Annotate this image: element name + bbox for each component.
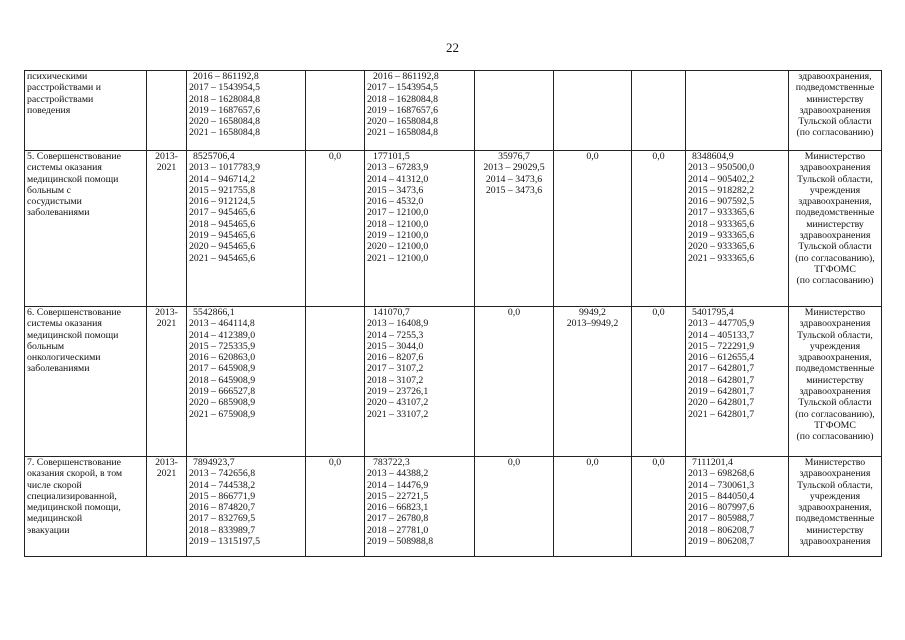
- cell-period: [147, 457, 187, 557]
- executor-line: здравоохранения: [799, 162, 871, 174]
- executor-line: Министерство: [804, 307, 866, 318]
- cell-col-a1: [306, 307, 365, 457]
- period-line: 2021: [156, 162, 177, 174]
- col-ab-line: 2014 – 7255,3: [367, 329, 424, 341]
- cell-col-c2: [554, 71, 632, 151]
- executor-line: учреждения: [809, 184, 861, 196]
- total-line: 2014 – 744538,2: [189, 479, 256, 491]
- executor-line: (по согласованию),: [795, 252, 875, 264]
- col-ab-line: 2016 – 66823,1: [367, 502, 429, 514]
- col-c1-line: 2016 – 907592,5: [688, 196, 755, 208]
- col-ab-line: 2014 – 41312,0: [367, 173, 429, 185]
- cell-col-b1: [475, 71, 554, 151]
- name-line: 6. Совершенствование: [27, 307, 121, 318]
- cell-executor: [789, 151, 882, 307]
- col-ab-line: 2021 – 12100,0: [367, 252, 429, 264]
- col-c1-line: 2014 – 405133,7: [688, 329, 755, 341]
- col-c1-line: 5401795,4: [692, 307, 734, 318]
- total-line: 2018 – 833989,7: [189, 524, 256, 536]
- col-b1-line: 0,0: [507, 457, 521, 468]
- executor-line: здравоохранения: [799, 318, 871, 330]
- col-ab-line: 2019 – 12100,0: [367, 230, 429, 242]
- executor-line: учреждения: [809, 490, 861, 502]
- cell-col-c1: [686, 307, 789, 457]
- cell-col-c3: [632, 457, 686, 557]
- cell-total: [187, 457, 306, 557]
- name-line: расстройствами и: [27, 82, 101, 94]
- name-line: 7. Совершенствование: [27, 457, 121, 468]
- name-line: больным: [27, 340, 65, 352]
- cell-col-b1: [475, 151, 554, 307]
- executor-line: здравоохранения,: [798, 502, 872, 514]
- col-ab-line: 2018 – 3107,2: [367, 374, 424, 386]
- executor-line: подведомственные: [795, 513, 875, 525]
- cell-col-c3: [632, 151, 686, 307]
- cell-executor: [789, 307, 882, 457]
- total-line: 2018 – 945465,6: [189, 218, 256, 230]
- col-ab-line: 2013 – 67283,9: [367, 162, 429, 174]
- name-line: расстройствами: [27, 93, 94, 105]
- executor-line: Тульской области: [798, 241, 872, 253]
- executor-line: Тульской области,: [797, 329, 873, 341]
- table-row: [25, 457, 882, 557]
- total-line: 2020 – 685908,9: [189, 397, 256, 409]
- col-c1-line: 2015 – 722291,9: [688, 340, 755, 352]
- col-c1-line: 2013 – 950500,0: [688, 162, 755, 174]
- col-c1-line: 2017 – 933365,6: [688, 207, 755, 219]
- cell-col-b1: [475, 307, 554, 457]
- col-b1-line: 2013 – 29029,5: [483, 162, 545, 174]
- executor-line: подведомственные: [795, 207, 875, 219]
- cell-total: [187, 307, 306, 457]
- col-c1-line: 2015 – 844050,4: [688, 490, 755, 502]
- executor-line: Тульской области,: [797, 173, 873, 185]
- name-line: психическими: [27, 71, 88, 82]
- total-line: 2014 – 946714,2: [189, 173, 256, 185]
- col-c1-line: 2020 – 642801,7: [688, 397, 755, 409]
- cell-col-a1: [306, 151, 365, 307]
- col-c1-line: 2020 – 933365,6: [688, 241, 755, 253]
- col-c1-line: 2017 – 805988,7: [688, 513, 755, 525]
- col-c3-line: 0,0: [652, 307, 665, 318]
- col-ab-line: 2015 – 3044,0: [367, 340, 424, 352]
- executor-line: министерству: [806, 218, 864, 230]
- executor-line: Тульской области: [798, 116, 872, 128]
- name-line: эвакуации: [27, 524, 70, 536]
- col-ab-line: 2020 – 1658084,8: [367, 116, 439, 128]
- executor-line: министерству: [806, 374, 864, 386]
- col-c1-line: 2019 – 933365,6: [688, 230, 755, 242]
- executor-line: здравоохранения: [799, 104, 871, 116]
- name-line: поведения: [27, 104, 71, 116]
- name-line: медицинской: [27, 513, 83, 525]
- col-ab-line: 2018 – 1628084,8: [367, 93, 439, 105]
- cell-total: [187, 71, 306, 151]
- col-ab-line: 2021 – 33107,2: [367, 408, 429, 420]
- cell-period: [147, 151, 187, 307]
- col-ab-line: 141070,7: [373, 307, 410, 318]
- col-ab-line: 2019 – 23726,1: [367, 386, 429, 398]
- total-line: 2019 – 1315197,5: [189, 536, 261, 548]
- cell-col-c3: [632, 307, 686, 457]
- executor-line: (по согласованию): [796, 431, 874, 443]
- executor-line: здравоохранения,: [798, 196, 872, 208]
- executor-line: подведомственные: [795, 82, 875, 94]
- total-line: 2013 – 464114,8: [189, 318, 255, 330]
- col-c1-line: 2019 – 806208,7: [688, 536, 755, 548]
- executor-line: ТГФОМС: [814, 263, 856, 275]
- period-line: 2021: [156, 468, 177, 480]
- col-ab-line: 2017 – 3107,2: [367, 363, 424, 375]
- total-line: 2017 – 832769,5: [189, 513, 256, 525]
- period-line: 2021: [156, 318, 177, 330]
- cell-col-ab: [365, 457, 475, 557]
- name-line: онкологическими: [27, 352, 101, 364]
- total-line: 2017 – 945465,6: [189, 207, 256, 219]
- col-c1-line: 2021 – 642801,7: [688, 408, 755, 420]
- total-line: 5542866,1: [193, 307, 235, 318]
- table-row: [25, 151, 882, 307]
- name-line: медицинской помощи: [27, 173, 119, 185]
- total-line: 2019 – 666527,8: [189, 386, 256, 398]
- col-b1-line: 2014 – 3473,6: [485, 173, 543, 185]
- col-ab-line: 2016 – 8207,6: [367, 352, 424, 364]
- col-c1-line: 7111201,4: [692, 457, 733, 468]
- cell-executor: [789, 71, 882, 151]
- col-a1-line: 0,0: [328, 457, 342, 468]
- page-number: 22: [446, 40, 459, 55]
- table-row: [25, 307, 882, 457]
- col-c1-line: 2018 – 642801,7: [688, 374, 755, 386]
- col-ab-line: 2020 – 12100,0: [367, 241, 429, 253]
- col-c1-line: 2018 – 933365,6: [688, 218, 755, 230]
- total-line: 2020 – 945465,6: [189, 241, 256, 253]
- col-c3-line: 0,0: [652, 151, 665, 162]
- name-line: сосудистыми: [27, 196, 82, 208]
- cell-name: [25, 307, 147, 457]
- col-ab-line: 2017 – 12100,0: [367, 207, 429, 219]
- cell-col-c2: [554, 151, 632, 307]
- cell-col-c2: [554, 307, 632, 457]
- col-c1-line: 2018 – 806208,7: [688, 524, 755, 536]
- executor-line: Тульской области: [798, 397, 872, 409]
- executor-line: (по согласованию): [796, 275, 874, 287]
- table-body: [25, 71, 882, 557]
- period-line: 2013-: [155, 151, 178, 162]
- col-ab-line: 2013 – 44388,2: [367, 468, 429, 480]
- total-line: 2021 – 675908,9: [189, 408, 256, 420]
- cell-period: [147, 71, 187, 151]
- total-line: 2017 – 645908,9: [189, 363, 256, 375]
- cell-col-c2: [554, 457, 632, 557]
- total-line: 2018 – 1628084,8: [189, 93, 261, 105]
- name-line: специализированной,: [27, 490, 117, 502]
- name-line: медицинской помощи: [27, 329, 119, 341]
- col-c1-line: 2019 – 642801,7: [688, 386, 755, 398]
- name-line: системы оказания: [27, 318, 102, 330]
- executor-line: здравоохранения: [799, 536, 871, 548]
- executor-line: здравоохранения,: [798, 352, 872, 364]
- cell-col-ab: [365, 307, 475, 457]
- col-ab-line: 2019 – 508988,8: [367, 536, 434, 548]
- total-line: 2019 – 1687657,6: [189, 104, 261, 116]
- cell-col-a1: [306, 71, 365, 151]
- col-ab-line: 2018 – 12100,0: [367, 218, 429, 230]
- cell-total: [187, 151, 306, 307]
- table-row: [25, 71, 882, 151]
- col-c1-line: 2017 – 642801,7: [688, 363, 755, 375]
- cell-period: [147, 307, 187, 457]
- executor-line: (по согласованию): [796, 127, 874, 139]
- col-ab-line: 2013 – 16408,9: [367, 318, 429, 330]
- col-b1-line: 35976,7: [498, 151, 530, 162]
- name-line: числе скорой: [27, 479, 82, 491]
- name-line: 5. Совершенствование: [27, 151, 121, 162]
- total-line: 2019 – 945465,6: [189, 230, 256, 242]
- total-line: 2013 – 1017783,9: [189, 162, 261, 174]
- col-ab-line: 2017 – 1543954,5: [367, 82, 439, 94]
- period-line: 2013-: [155, 307, 178, 318]
- executor-line: Тульской области,: [797, 479, 873, 491]
- cell-col-c1: [686, 457, 789, 557]
- executor-line: Министерство: [804, 457, 866, 468]
- total-line: 2016 – 874820,7: [189, 502, 256, 514]
- total-line: 2015 – 866771,9: [189, 490, 256, 502]
- total-line: 2018 – 645908,9: [189, 374, 256, 386]
- col-ab-line: 783722,3: [373, 457, 410, 468]
- funding-table: [24, 70, 882, 557]
- col-ab-line: 2017 – 26780,8: [367, 513, 429, 525]
- total-line: 2013 – 742656,8: [189, 468, 256, 480]
- total-line: 2014 – 412389,0: [189, 329, 256, 341]
- col-c1-line: 2014 – 905402,2: [688, 173, 755, 185]
- executor-line: здравоохранения,: [798, 71, 872, 82]
- cell-name: [25, 71, 147, 151]
- cell-name: [25, 151, 147, 307]
- cell-col-c1: [686, 151, 789, 307]
- col-b1-line: 0,0: [507, 307, 521, 318]
- cell-col-b1: [475, 457, 554, 557]
- total-line: 2015 – 921755,8: [189, 184, 256, 196]
- total-line: 2016 – 912124,5: [189, 196, 256, 208]
- col-ab-line: 2018 – 27781,0: [367, 524, 429, 536]
- executor-line: учреждения: [809, 340, 861, 352]
- executor-line: министерству: [806, 93, 864, 105]
- name-line: системы оказания: [27, 162, 102, 174]
- col-ab-line: 2021 – 1658084,8: [367, 127, 439, 139]
- col-c1-line: 2013 – 698268,6: [688, 468, 755, 480]
- cell-col-ab: [365, 71, 475, 151]
- name-line: заболеваниями: [27, 207, 90, 219]
- col-c2-line: 0,0: [586, 457, 599, 468]
- col-a1-line: 0,0: [328, 151, 342, 162]
- total-line: 2016 – 861192,8: [193, 71, 259, 82]
- total-line: 2017 – 1543954,5: [189, 82, 261, 94]
- name-line: медицинской помощи,: [27, 502, 121, 514]
- col-c2-line: 2013–9949,2: [566, 318, 619, 330]
- executor-line: подведомственные: [795, 363, 875, 375]
- total-line: 2021 – 945465,6: [189, 252, 256, 264]
- col-c1-line: 2021 – 933365,6: [688, 252, 755, 264]
- total-line: 2015 – 725335,9: [189, 340, 256, 352]
- total-line: 2016 – 620863,0: [189, 352, 256, 364]
- col-b1-line: 2015 – 3473,6: [485, 184, 543, 196]
- name-line: оказания скорой, в том: [27, 468, 123, 480]
- col-ab-line: 177101,5: [373, 151, 410, 162]
- total-line: 2020 – 1658084,8: [189, 116, 261, 128]
- total-line: 2021 – 1658084,8: [189, 127, 261, 139]
- col-ab-line: 2020 – 43107,2: [367, 397, 429, 409]
- col-c1-line: 2015 – 918282,2: [688, 184, 755, 196]
- executor-line: здравоохранения: [799, 230, 871, 242]
- total-line: 8525706,4: [193, 151, 235, 162]
- col-c1-line: 8348604,9: [692, 151, 734, 162]
- col-ab-line: 2016 – 861192,8: [373, 71, 439, 82]
- period-line: 2013-: [155, 457, 178, 468]
- cell-executor: [789, 457, 882, 557]
- col-ab-line: 2015 – 22721,5: [367, 490, 429, 502]
- cell-col-c3: [632, 71, 686, 151]
- executor-line: здравоохранения: [799, 386, 871, 398]
- col-c1-line: 2013 – 447705,9: [688, 318, 755, 330]
- total-line: 7894923,7: [193, 457, 235, 468]
- col-ab-line: 2016 – 4532,0: [367, 196, 424, 208]
- col-c3-line: 0,0: [652, 457, 665, 468]
- executor-line: (по согласованию),: [795, 408, 875, 420]
- cell-col-c1: [686, 71, 789, 151]
- col-c1-line: 2016 – 612655,4: [688, 352, 755, 364]
- col-ab-line: 2019 – 1687657,6: [367, 104, 439, 116]
- col-c2-line: 0,0: [586, 151, 599, 162]
- executor-line: министерству: [806, 524, 864, 536]
- name-line: заболеваниями: [27, 363, 90, 375]
- name-line: больным с: [27, 184, 71, 196]
- executor-line: Министерство: [804, 151, 866, 162]
- col-c1-line: 2014 – 730061,3: [688, 479, 755, 491]
- cell-col-a1: [306, 457, 365, 557]
- executor-line: ТГФОМС: [814, 419, 856, 431]
- cell-col-ab: [365, 151, 475, 307]
- executor-line: здравоохранения: [799, 468, 871, 480]
- cell-name: [25, 457, 147, 557]
- col-c1-line: 2016 – 807997,6: [688, 502, 755, 514]
- col-ab-line: 2015 – 3473,6: [367, 184, 424, 196]
- col-ab-line: 2014 – 14476,9: [367, 479, 429, 491]
- col-c2-line: 9949,2: [579, 307, 606, 318]
